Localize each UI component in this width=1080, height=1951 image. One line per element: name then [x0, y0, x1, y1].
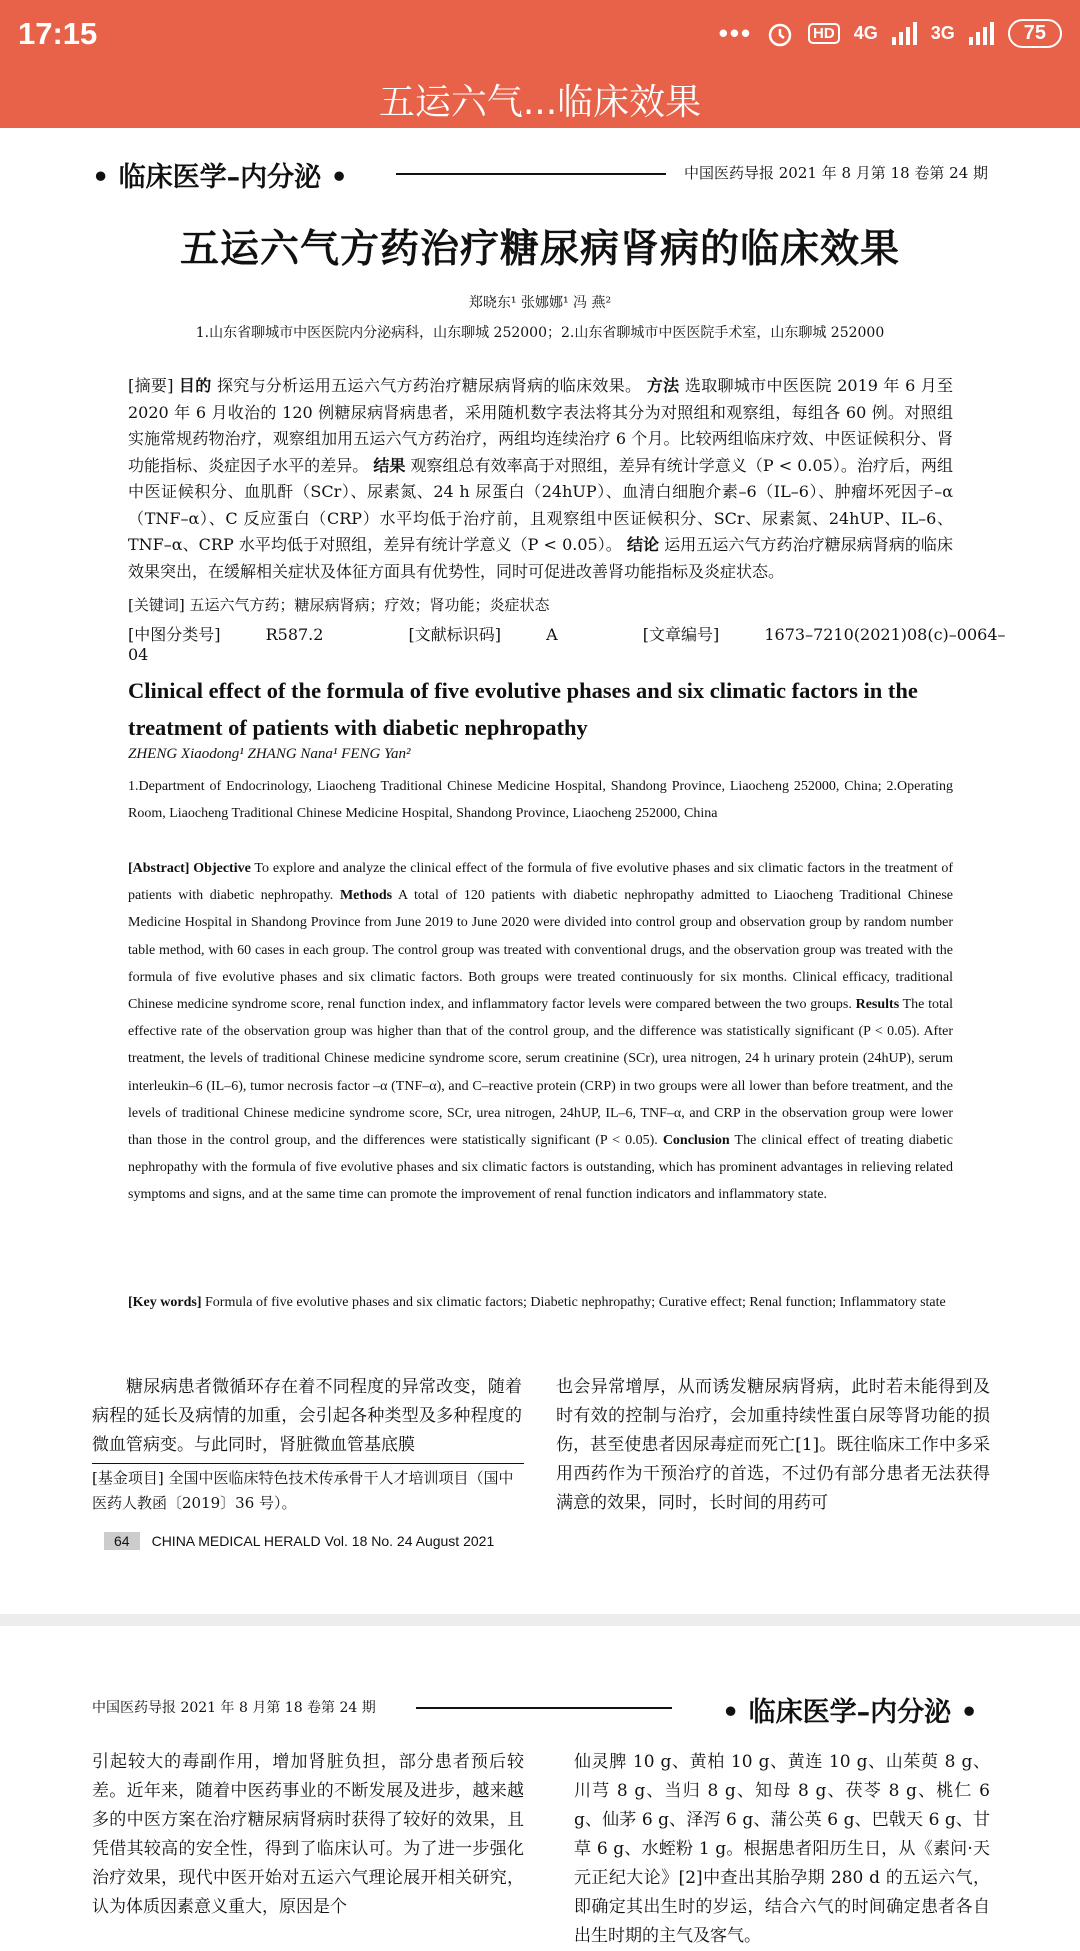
english-title: Clinical effect of the formula of five evolutive phases and six climatic factors in the treatment of patients with diabetic nephropathy: [128, 678, 918, 740]
keywords-label: [关键词]: [128, 596, 185, 614]
objective-text: 探究与分析运用五运六气方药治疗糖尿病肾病的临床效果。: [211, 376, 642, 395]
alarm-icon: [766, 20, 794, 48]
header-rule: [396, 173, 666, 175]
network-3g-label: 3G: [930, 23, 955, 43]
body-right-column: 也会异常增厚，从而诱发糖尿病肾病，此时若未能得到及时有效的控制与治疗，会加重持续性蛋白尿等肾功能的损伤，甚至使患者因尿毒症而死亡[1]。既往临床工作中多采用西药作为干预治疗的首选，不过仍有部分患者无法获得满意的效果，同时，长时间的用药可: [556, 1377, 990, 1513]
affiliation: 1.山东省聊城市中医医院内分泌病科，山东聊城 252000；2.山东省聊城市中医医院手术室，山东聊城 252000: [195, 325, 885, 341]
page-number: 64: [104, 1532, 140, 1550]
conclusion-text: 运用五运六气方药治疗糖尿病肾病的临床效果突出，在缓解相关症状及体征方面具有优势性，同时可促进改善肾功能指标及炎症状态。: [128, 535, 953, 581]
keywords-text: 五运六气方药；糖尿病肾病；疗效；肾功能；炎症状态: [184, 596, 550, 614]
english-keywords: [128, 1289, 953, 1316]
footer-journal: CHINA MEDICAL HERALD Vol. 18 No. 24 August 2021: [151, 1533, 495, 1549]
clc-number: [中图分类号] R587.2: [128, 625, 324, 644]
battery-icon: 75: [1008, 19, 1062, 48]
status-time: 17:15: [18, 16, 98, 51]
network-4g-label: 4G: [853, 23, 878, 43]
funding-text: 全国中医临床特色技术传承骨干人才培训项目（国中医药人教函〔2019〕36 号）。: [92, 1469, 514, 1512]
status-icons: [719, 18, 1062, 49]
signal-4g-icon: [892, 22, 917, 45]
en-objective-label: [Abstract] Objective: [128, 861, 251, 876]
section-heading: • 临床医学–内分泌 •: [92, 162, 348, 193]
app-header: [0, 0, 1080, 128]
header-rule-page2: [416, 1707, 672, 1709]
conclusion-label: 结论: [627, 535, 660, 554]
section-heading-page2: • 临床医学–内分泌 •: [722, 1697, 978, 1728]
en-conclusion-label: Conclusion: [662, 1133, 730, 1149]
page-footer: [104, 1532, 494, 1550]
en-conclusion-text: The clinical effect of treating diabetic nephropathy with the formula of five evolutive phases and six climatic factors is outstanding, which has prominent advantages in relieving related symptoms and signs, and at the same time can promote the improvement of renal function indicators and inflammatory state.: [128, 1133, 954, 1203]
methods-text: 选取聊城市中医医院 2019 年 6 月至 2020 年 6 月收治的 120 例糖尿病肾病患者，采用随机数字表法将其分为对照组和观察组，每组各 60 例。对照组实施常规药物治疗，观察组加用五运六气方药治疗，两组均连续治疗 6 个月。比较两组临床疗效、中医证候积分、肾功能指标、炎症因子水平的差异。: [128, 376, 953, 475]
footnote-rule: [92, 1463, 524, 1464]
funding-label: [基金项目]: [92, 1469, 164, 1487]
article-number: [文章编号] 1673–7210(2021)08(c)–0064–04: [128, 625, 1006, 664]
chinese-abstract: [128, 373, 953, 585]
signal-3g-icon: [969, 22, 994, 45]
english-authors: ZHENG Xiaodong¹ ZHANG Nana¹ FENG Yan²: [128, 746, 411, 762]
journal-info-page2: 中国医药导报 2021 年 8 月第 18 卷第 24 期: [92, 1700, 376, 1716]
page2-right-column: 仙灵脾 10 g、黄柏 10 g、黄连 10 g、山茱萸 8 g、川芎 8 g、当归 8 g、知母 8 g、茯苓 8 g、桃仁 6 g、仙茅 6 g、泽泻 6 g、蒲公英 6 g、巴戟天 6 g、甘草 6 g、水蛭粉 1 g。根据患者阳历生日，从《素问·天元正纪大论》[2]中查出其胎孕期 280 d 的五运六气，即确定其出生时的岁运，结合六气的时间确定患者各自出生时期的主气及客气。: [574, 1752, 990, 1946]
english-affiliation: 1.Department of Endocrinology, Liaocheng Traditional Chinese Medicine Hospital, Shandong Province, Liaocheng 252000, China; 2.Operating Room, Liaocheng Traditional Chinese Medicine Hospital, Shandong Province, Liaocheng 252000, China: [128, 779, 953, 821]
page-divider: [0, 1614, 1080, 1626]
en-keywords-label: [Key words]: [128, 1295, 202, 1310]
en-keywords-text: Formula of five evolutive phases and six climatic factors; Diabetic nephropathy; Curative effect; Renal function; Inflammatory state: [201, 1295, 946, 1310]
funding-note: [92, 1466, 524, 1516]
en-results-label: Results: [855, 997, 900, 1013]
hd-icon: HD: [808, 23, 840, 44]
more-notifications-icon: •••: [718, 18, 753, 48]
en-methods-text: A total of 120 patients with diabetic nephropathy admitted to Liaocheng Traditional Chinese Medicine Hospital in Shandong Province from June 2019 to June 2020 were divided into control group and observation group by random number table method, with 60 cases in each group. The control group was treated with conventional drugs, and the observation group was treated with the formula of five evolutive phases and six climatic factors. Both groups were treated continuously for six months. Clinical efficacy, traditional Chinese medicine syndrome score, renal function index, and inflammatory factor levels were compared between the two groups.: [128, 888, 953, 1013]
classification-line: [128, 622, 1080, 664]
objective-label: 目的: [178, 376, 212, 395]
keywords: [128, 594, 550, 615]
en-results-text: The total effective rate of the observation group was higher than that of the control group, and the difference was statistically significant (P < 0.05). After treatment, the levels of traditional Chinese medicine syndrome score, serum creatinine (SCr), urea nitrogen, 24 h urinary protein (24hUP), serum interleukin–6 (IL–6), tumor necrosis factor –α (TNF–α), and C–reactive protein (CRP) in two groups were all lower than before treatment, and the levels of traditional Chinese medicine syndrome score, SCr, urea nitrogen, 24hUP, IL–6, TNF–α, and CRP in the observation group were lower than those in the control group, and the differences were statistically significant (P < 0.05).: [128, 997, 953, 1149]
en-objective-text: To explore and analyze the clinical effect of the formula of five evolutive phases and six climatic factors in the treatment of patients with diabetic nephropathy.: [128, 861, 953, 904]
methods-label: 方法: [646, 376, 680, 395]
document-code: [文献标识码] A: [408, 625, 558, 644]
english-abstract: [128, 855, 953, 1209]
abstract-label: [摘要]: [128, 376, 174, 395]
body-left-column: 糖尿病患者微循环存在着不同程度的异常改变，随着病程的延长及病情的加重，会引起各种类型及多种程度的微血管病变。与此同时，肾脏微血管基底膜: [92, 1377, 522, 1455]
authors: 郑晓东¹ 张娜娜¹ 冯 燕²: [468, 295, 612, 311]
page2-left-column: 引起较大的毒副作用，增加肾脏负担，部分患者预后较差。近年来，随着中医药事业的不断发展及进步，越来越多的中医方案在治疗糖尿病肾病时获得了较好的效果，且凭借其较高的安全性，得到了临床认可。为了进一步强化治疗效果，现代中医开始对五运六气理论展开相关研究，认为体质因素意义重大，原因是个: [92, 1752, 524, 1917]
en-methods-label: Methods: [339, 888, 393, 904]
results-label: 结果: [373, 455, 406, 475]
journal-info: 中国医药导报 2021 年 8 月第 18 卷第 24 期: [684, 164, 989, 182]
paper-title: 五运六气方药治疗糖尿病肾病的临床效果: [179, 226, 900, 272]
results-text: 观察组总有效率高于对照组，差异有统计学意义（P < 0.05）。治疗后，两组中医证候积分、血肌酐（SCr）、尿素氮、24 h 尿蛋白（24hUP）、血清白细胞介素–6（IL–6）、肿瘤坏死因子–α（TNF–α）、C 反应蛋白（CRP）水平均低于治疗前，且观察组中医证候积分、SCr、尿素氮、24hUP、IL–6、TNF–α、CRP 水平均低于对照组，差异有统计学意义（P < 0.05）。: [128, 455, 953, 554]
page-title: 五运六气...临床效果: [378, 82, 702, 123]
